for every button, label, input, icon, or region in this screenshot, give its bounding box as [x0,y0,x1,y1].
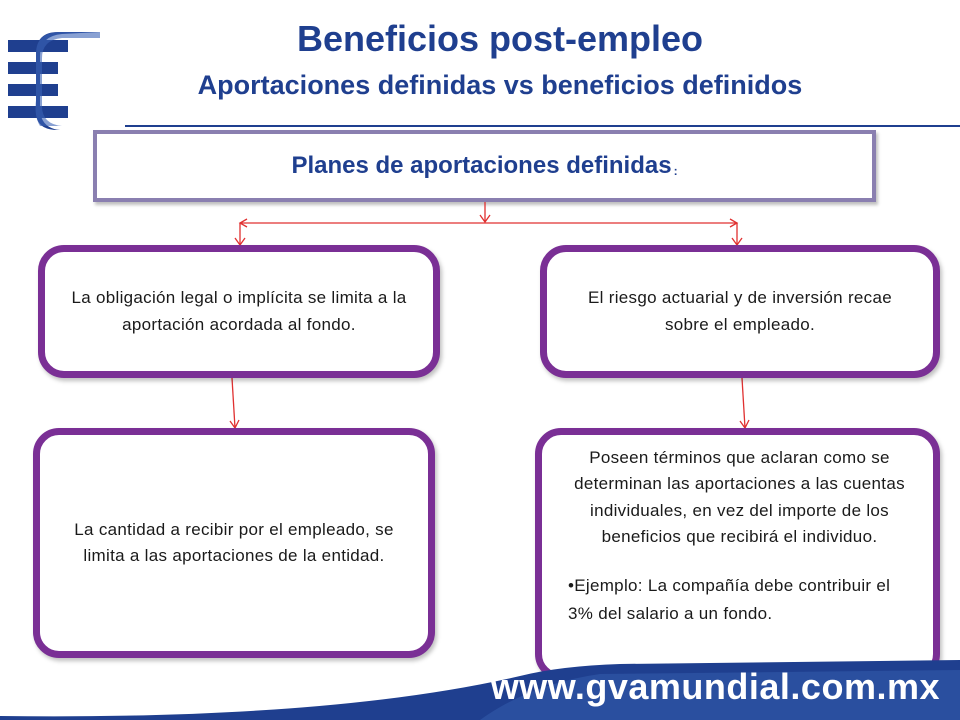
card-legal-obligation [38,245,440,378]
connector-left-end-arrow [240,219,247,227]
card-text: La obligación legal o implícita se limita a la aportación acordada al fondo. [71,288,407,334]
connector-right-lower [742,378,745,428]
card-text: Poseen términos que aclaran como se determinan las aportaciones a las cuentas individuales, en vez del importe de los beneficios que recibirá el individuo. [574,448,905,547]
card-example: •Ejemplo: La compañía debe contribuir el 3% del salario a un fondo. [568,576,891,623]
connector-left-lower-arrow [230,420,239,428]
card-actuarial-risk [540,245,940,378]
connector-left-drop-arrow [235,238,245,245]
connector-right-lower-arrow [740,420,749,428]
card-text: La cantidad a recibir por el empleado, se limita a las aportaciones de la entidad. [74,519,394,565]
card-text: El riesgo actuarial y de inversión recae sobre el empleado. [588,288,892,334]
card-terms [535,428,940,680]
header-box-suffix: : [673,164,678,178]
footer-url: www.gvamundial.com.mx [490,666,940,707]
header-box-label: Planes de aportaciones definidas [291,152,672,179]
page-subtitle: Aportaciones definidas vs beneficios definidos [197,70,803,100]
company-logo [0,0,130,135]
connector-right-drop-arrow [732,238,742,245]
page-title: Beneficios post-empleo [296,18,704,59]
title-divider [125,125,960,127]
connector-left-lower [232,378,235,428]
connector-right-end-arrow [730,219,737,227]
header-box [93,130,876,202]
card-amount-received [33,428,435,658]
connector-stem-arrow [480,215,490,222]
